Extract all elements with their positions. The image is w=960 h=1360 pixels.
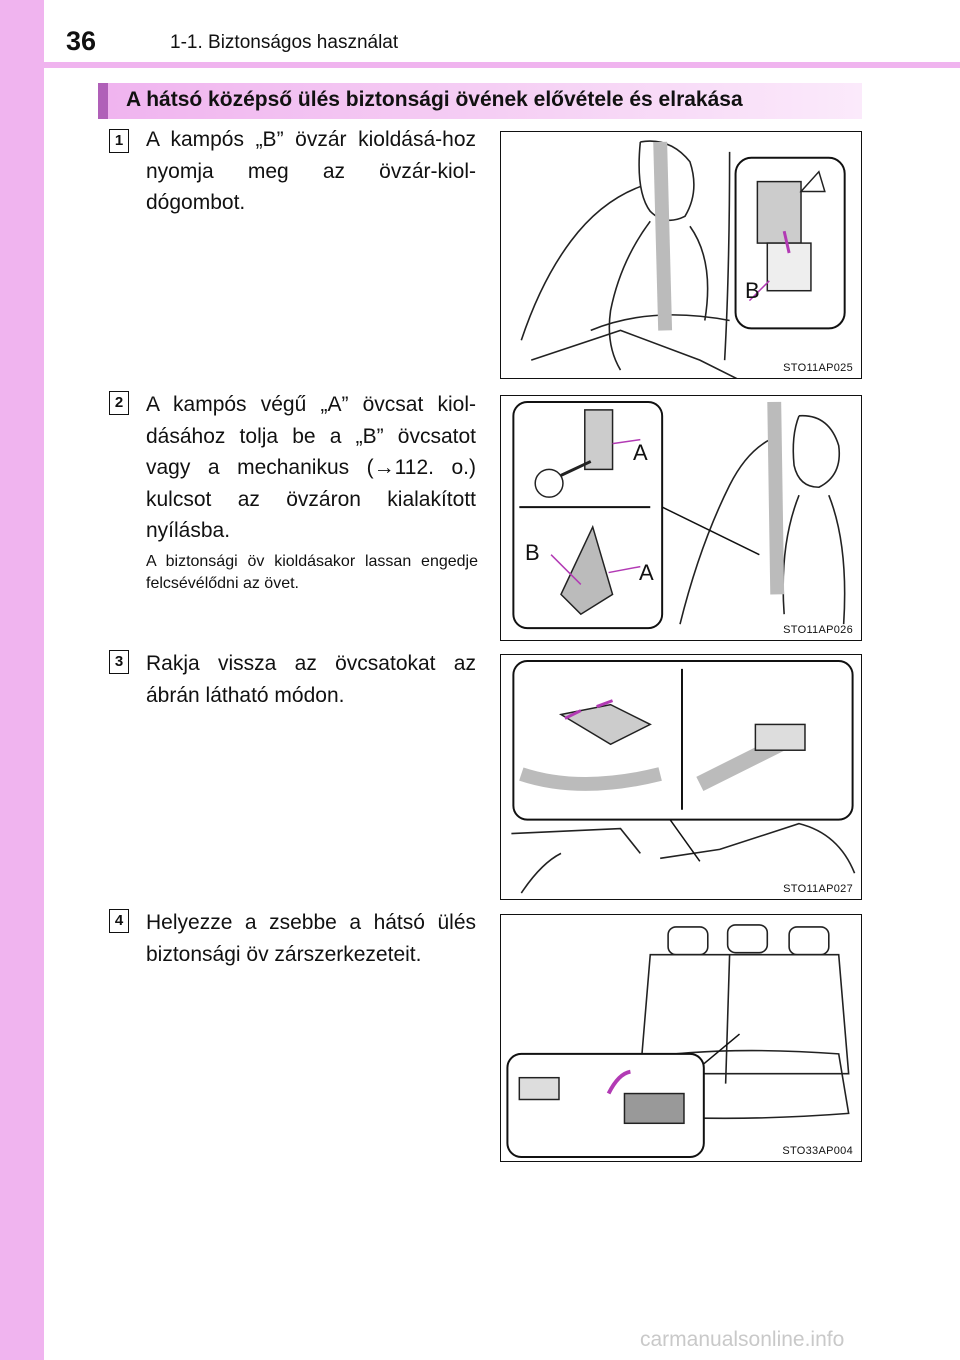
figure-2-label-b: B	[525, 540, 540, 565]
figure-3-code: STO11AP027	[783, 883, 853, 895]
figure-step-3	[500, 654, 862, 900]
step-2-badge: 2	[109, 391, 129, 415]
step-1-text: A kampós „B” övzár kioldásá-hoz nyomja meg az övzár-kiol-dógombot.	[146, 128, 476, 214]
illustration-rear-seat-pocket	[501, 915, 861, 1161]
step-2-note: A biztonsági öv kioldásakor lassan engedje felcsévélődni az övet.	[146, 553, 478, 592]
left-color-strip	[0, 0, 44, 1360]
page-number: 36	[66, 26, 97, 56]
figure-2-label-a-bottom: A	[639, 560, 654, 585]
figure-2-code: STO11AP026	[783, 624, 853, 636]
step-4-badge: 4	[109, 909, 129, 933]
illustration-stow-belt	[501, 655, 861, 899]
header-divider	[44, 62, 960, 68]
figure-step-2	[500, 395, 862, 641]
step-3-badge: 3	[109, 650, 129, 674]
watermark: carmanualsonline.info	[640, 1328, 845, 1351]
illustration-seat-belt-buckle	[501, 132, 861, 378]
figure-2-label-a-top: A	[633, 440, 648, 465]
figure-1-label-b: B	[745, 278, 760, 303]
step-2-text: A kampós végű „A” övcsat kiol-dásához tolja be a „B” övcsatot vagy a mechanikus (→112. o.) kulcsot az övzáron kialakított nyílásba.	[146, 393, 476, 542]
figure-1-code: STO11AP025	[783, 362, 853, 374]
step-3-text: Rakja vissza az övcsatokat az ábrán látható módon.	[146, 652, 476, 707]
figure-step-4	[500, 914, 862, 1162]
step-4-text: Helyezze a zsebbe a hátsó ülés biztonsági öv zárszerkezeteit.	[146, 911, 476, 966]
figure-4-code: STO33AP004	[782, 1145, 853, 1157]
section-heading	[98, 83, 862, 119]
illustration-buckle-release	[501, 396, 861, 640]
figure-step-1	[500, 131, 862, 379]
chapter-title: 1-1. Biztonságos használat	[170, 32, 399, 53]
step-1-badge: 1	[109, 129, 129, 153]
section-title: A hátsó középső ülés biztonsági övének elővétele és elrakása	[126, 88, 743, 111]
